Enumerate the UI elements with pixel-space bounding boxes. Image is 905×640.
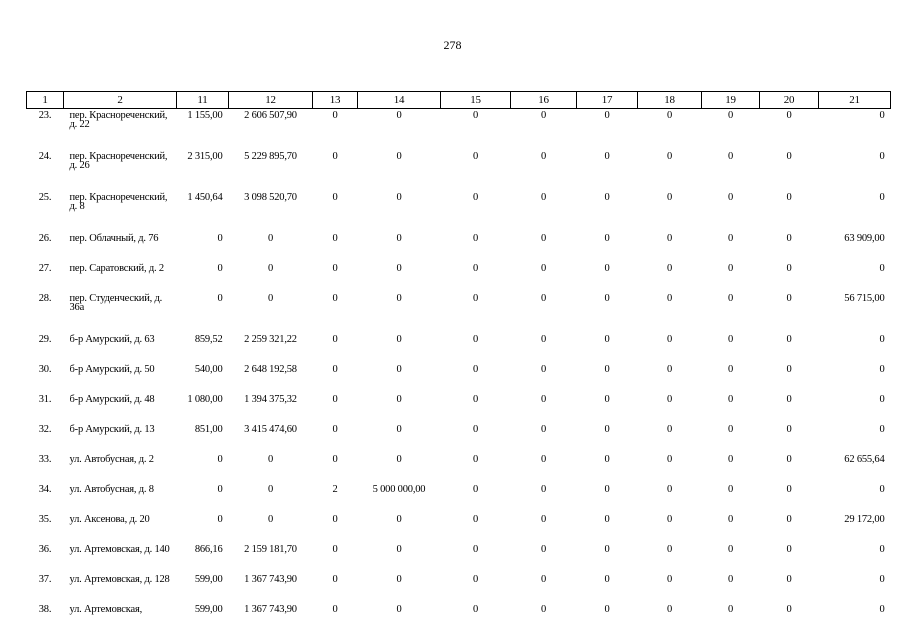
value-cell: 0 [267,293,274,304]
row-number-cell: 38. [38,604,52,615]
value-cell: 0 [540,233,547,244]
value-cell: 0 [727,192,734,203]
value-cell: 0 [604,334,610,345]
value-cell: 0 [666,484,673,495]
column-header: 12 [229,92,313,109]
value-cell: 851,00 [194,424,223,435]
value-cell: 0 [472,514,479,525]
table-row [27,262,891,292]
address-cell: б-р Амурский, д. 50 [69,364,155,375]
table-row [27,232,891,262]
value-cell: 0 [332,233,338,244]
value-cell: 0 [267,263,274,274]
value-cell: 0 [604,110,610,121]
value-cell: 29 172,00 [844,514,885,525]
value-cell: 0 [472,394,479,405]
value-cell: 0 [604,151,610,162]
value-cell: 0 [540,293,547,304]
value-cell: 0 [396,334,402,345]
column-header: 13 [313,92,358,109]
value-cell: 0 [604,293,610,304]
address-cell: б-р Амурский, д. 63 [69,334,155,345]
value-cell: 0 [604,574,610,585]
value-cell: 0 [396,604,402,615]
value-cell: 0 [332,514,338,525]
value-cell: 0 [666,364,673,375]
value-cell: 0 [472,574,479,585]
value-cell: 0 [396,544,402,555]
table-row [27,573,891,603]
value-cell: 0 [786,454,792,465]
address-cell: ул. Аксенова, д. 20 [69,514,150,525]
table-row [27,483,891,513]
value-cell: 0 [786,604,792,615]
row-number-cell: 29. [38,334,52,345]
value-cell: 0 [472,233,479,244]
table-row [27,513,891,543]
value-cell: 0 [879,604,885,615]
value-cell: 0 [472,454,479,465]
value-cell: 0 [879,263,885,274]
value-cell: 859,52 [194,334,223,345]
value-cell: 0 [540,192,547,203]
table-row [27,333,891,363]
value-cell: 0 [217,263,223,274]
value-cell: 0 [540,263,547,274]
value-cell: 1 367 743,90 [244,604,297,615]
value-cell: 0 [666,454,673,465]
value-cell: 0 [727,394,734,405]
address-cell: ул. Артемовская, д. 140 [69,544,170,555]
column-header: 16 [511,92,577,109]
value-cell: 0 [540,604,547,615]
address-cell: пер. Краснореченский, д. 8 [69,192,168,212]
value-cell: 2 [332,484,338,495]
value-cell: 0 [666,394,673,405]
value-cell: 0 [666,574,673,585]
value-cell: 0 [332,263,338,274]
value-cell: 0 [604,263,610,274]
row-number-cell: 27. [38,263,52,274]
value-cell: 0 [267,233,274,244]
value-cell: 0 [727,424,734,435]
value-cell: 0 [396,454,402,465]
value-cell: 0 [727,544,734,555]
table-row [27,150,891,191]
value-cell: 0 [879,334,885,345]
row-number-cell: 36. [38,544,52,555]
header-row [27,92,891,109]
value-cell: 0 [396,192,402,203]
value-cell: 0 [540,151,547,162]
value-cell: 0 [396,293,402,304]
value-cell: 0 [472,192,479,203]
value-cell: 866,16 [194,544,223,555]
value-cell: 0 [267,454,274,465]
column-header: 11 [177,92,229,109]
value-cell: 0 [217,514,223,525]
value-cell: 63 909,00 [844,233,885,244]
address-cell: б-р Амурский, д. 48 [69,394,155,405]
value-cell: 0 [604,484,610,495]
column-header: 15 [441,92,511,109]
column-header: 2 [64,92,177,109]
value-cell: 0 [786,293,792,304]
value-cell: 0 [472,334,479,345]
row-number-cell: 23. [38,110,52,121]
value-cell: 0 [604,424,610,435]
row-number-cell: 31. [38,394,52,405]
register-table [26,91,891,625]
value-cell: 0 [786,484,792,495]
table-row [27,453,891,483]
table-row [27,603,891,625]
value-cell: 0 [727,604,734,615]
value-cell: 0 [666,514,673,525]
value-cell: 0 [727,233,734,244]
value-cell: 0 [332,424,338,435]
value-cell: 0 [332,110,338,121]
column-header: 19 [702,92,760,109]
value-cell: 0 [332,544,338,555]
value-cell: 0 [879,484,885,495]
value-cell: 0 [332,334,338,345]
value-cell: 0 [396,424,402,435]
address-cell: ул. Артемовская, д. 128 [69,574,170,585]
value-cell: 2 648 192,58 [244,364,297,375]
value-cell: 0 [604,233,610,244]
value-cell: 0 [332,192,338,203]
value-cell: 0 [604,192,610,203]
value-cell: 0 [217,484,223,495]
address-cell: пер. Облачный, д. 76 [69,233,159,244]
value-cell: 0 [217,454,223,465]
value-cell: 0 [396,574,402,585]
value-cell: 0 [727,454,734,465]
address-cell: пер. Саратовский, д. 2 [69,263,164,274]
value-cell: 2 159 181,70 [244,544,297,555]
value-cell: 1 155,00 [187,110,223,121]
value-cell: 599,00 [194,604,223,615]
value-cell: 0 [540,544,547,555]
table-row [27,423,891,453]
value-cell: 0 [604,514,610,525]
value-cell: 540,00 [194,364,223,375]
value-cell: 0 [472,544,479,555]
address-cell: пер. Краснореченский, д. 26 [69,151,168,171]
value-cell: 0 [727,293,734,304]
column-header: 17 [577,92,638,109]
value-cell: 0 [396,394,402,405]
value-cell: 0 [666,151,673,162]
table-row [27,393,891,423]
value-cell: 0 [604,544,610,555]
address-cell: пер. Студенческий, д. 36а [69,293,163,313]
value-cell: 0 [540,110,547,121]
value-cell: 0 [879,192,885,203]
value-cell: 0 [786,394,792,405]
value-cell: 1 367 743,90 [244,574,297,585]
table-row [27,363,891,393]
value-cell: 0 [879,574,885,585]
value-cell: 0 [332,454,338,465]
table-row [27,543,891,573]
value-cell: 0 [332,293,338,304]
value-cell: 0 [472,484,479,495]
value-cell: 5 229 895,70 [244,151,297,162]
value-cell: 0 [396,110,402,121]
table-row [27,292,891,333]
value-cell: 0 [472,263,479,274]
value-cell: 0 [540,394,547,405]
row-number-cell: 33. [38,454,52,465]
value-cell: 0 [396,233,402,244]
address-cell: ул. Автобусная, д. 2 [69,454,154,465]
column-header: 14 [358,92,441,109]
value-cell: 0 [786,233,792,244]
row-number-cell: 26. [38,233,52,244]
table-row [27,109,891,151]
value-cell: 0 [267,514,274,525]
value-cell: 2 259 321,22 [244,334,297,345]
value-cell: 0 [332,604,338,615]
row-number-cell: 28. [38,293,52,304]
value-cell: 2 606 507,90 [244,110,297,121]
column-header: 18 [638,92,702,109]
value-cell: 3 415 474,60 [244,424,297,435]
value-cell: 0 [786,424,792,435]
value-cell: 0 [472,293,479,304]
value-cell: 0 [786,151,792,162]
value-cell: 0 [332,151,338,162]
value-cell: 1 394 375,32 [244,394,297,405]
value-cell: 599,00 [194,574,223,585]
value-cell: 0 [332,394,338,405]
value-cell: 0 [879,424,885,435]
column-header: 20 [760,92,819,109]
value-cell: 0 [472,110,479,121]
value-cell: 0 [472,424,479,435]
value-cell: 0 [540,454,547,465]
value-cell: 0 [786,334,792,345]
value-cell: 0 [217,293,223,304]
value-cell: 0 [267,484,274,495]
value-cell: 3 098 520,70 [244,192,297,203]
value-cell: 0 [540,424,547,435]
value-cell: 0 [666,233,673,244]
row-number-cell: 35. [38,514,52,525]
value-cell: 0 [666,424,673,435]
value-cell: 0 [727,334,734,345]
value-cell: 0 [540,574,547,585]
value-cell: 0 [472,604,479,615]
value-cell: 56 715,00 [844,293,885,304]
value-cell: 0 [540,484,547,495]
value-cell: 0 [786,263,792,274]
column-header: 1 [27,92,64,109]
address-cell: ул. Артемовская, [69,604,143,615]
row-number-cell: 34. [38,484,52,495]
value-cell: 0 [540,514,547,525]
value-cell: 0 [666,544,673,555]
value-cell: 0 [727,484,734,495]
row-number-cell: 25. [38,192,52,203]
table-row [27,191,891,232]
value-cell: 1 080,00 [187,394,223,405]
value-cell: 0 [666,192,673,203]
value-cell: 2 315,00 [187,151,223,162]
value-cell: 0 [879,151,885,162]
value-cell: 0 [727,514,734,525]
value-cell: 0 [472,364,479,375]
value-cell: 0 [396,514,402,525]
value-cell: 0 [332,574,338,585]
value-cell: 0 [604,604,610,615]
value-cell: 0 [396,263,402,274]
row-number-cell: 37. [38,574,52,585]
value-cell: 0 [540,364,547,375]
value-cell: 0 [604,454,610,465]
row-number-cell: 30. [38,364,52,375]
value-cell: 0 [879,110,885,121]
value-cell: 0 [879,364,885,375]
value-cell: 0 [727,151,734,162]
value-cell: 0 [332,364,338,375]
value-cell: 0 [666,334,673,345]
address-cell: пер. Краснореченский, д. 22 [69,110,168,130]
value-cell: 5 000 000,00 [372,484,426,495]
value-cell: 0 [727,110,734,121]
page-number: 278 [443,38,462,52]
value-cell: 0 [666,110,673,121]
value-cell: 0 [396,151,402,162]
value-cell: 0 [396,364,402,375]
value-cell: 0 [604,394,610,405]
value-cell: 62 655,64 [844,454,885,465]
value-cell: 0 [727,263,734,274]
value-cell: 0 [666,263,673,274]
value-cell: 0 [472,151,479,162]
address-cell: ул. Автобусная, д. 8 [69,484,154,495]
value-cell: 0 [604,364,610,375]
address-cell: б-р Амурский, д. 13 [69,424,155,435]
value-cell: 0 [786,514,792,525]
value-cell: 0 [786,192,792,203]
value-cell: 1 450,64 [187,192,223,203]
value-cell: 0 [879,394,885,405]
value-cell: 0 [786,574,792,585]
row-number-cell: 32. [38,424,52,435]
column-header: 21 [819,92,891,109]
value-cell: 0 [727,364,734,375]
value-cell: 0 [727,574,734,585]
value-cell: 0 [786,110,792,121]
table-body [27,109,891,626]
value-cell: 0 [540,334,547,345]
value-cell: 0 [217,233,223,244]
value-cell: 0 [666,293,673,304]
value-cell: 0 [666,604,673,615]
value-cell: 0 [879,544,885,555]
value-cell: 0 [786,544,792,555]
row-number-cell: 24. [38,151,52,162]
value-cell: 0 [786,364,792,375]
